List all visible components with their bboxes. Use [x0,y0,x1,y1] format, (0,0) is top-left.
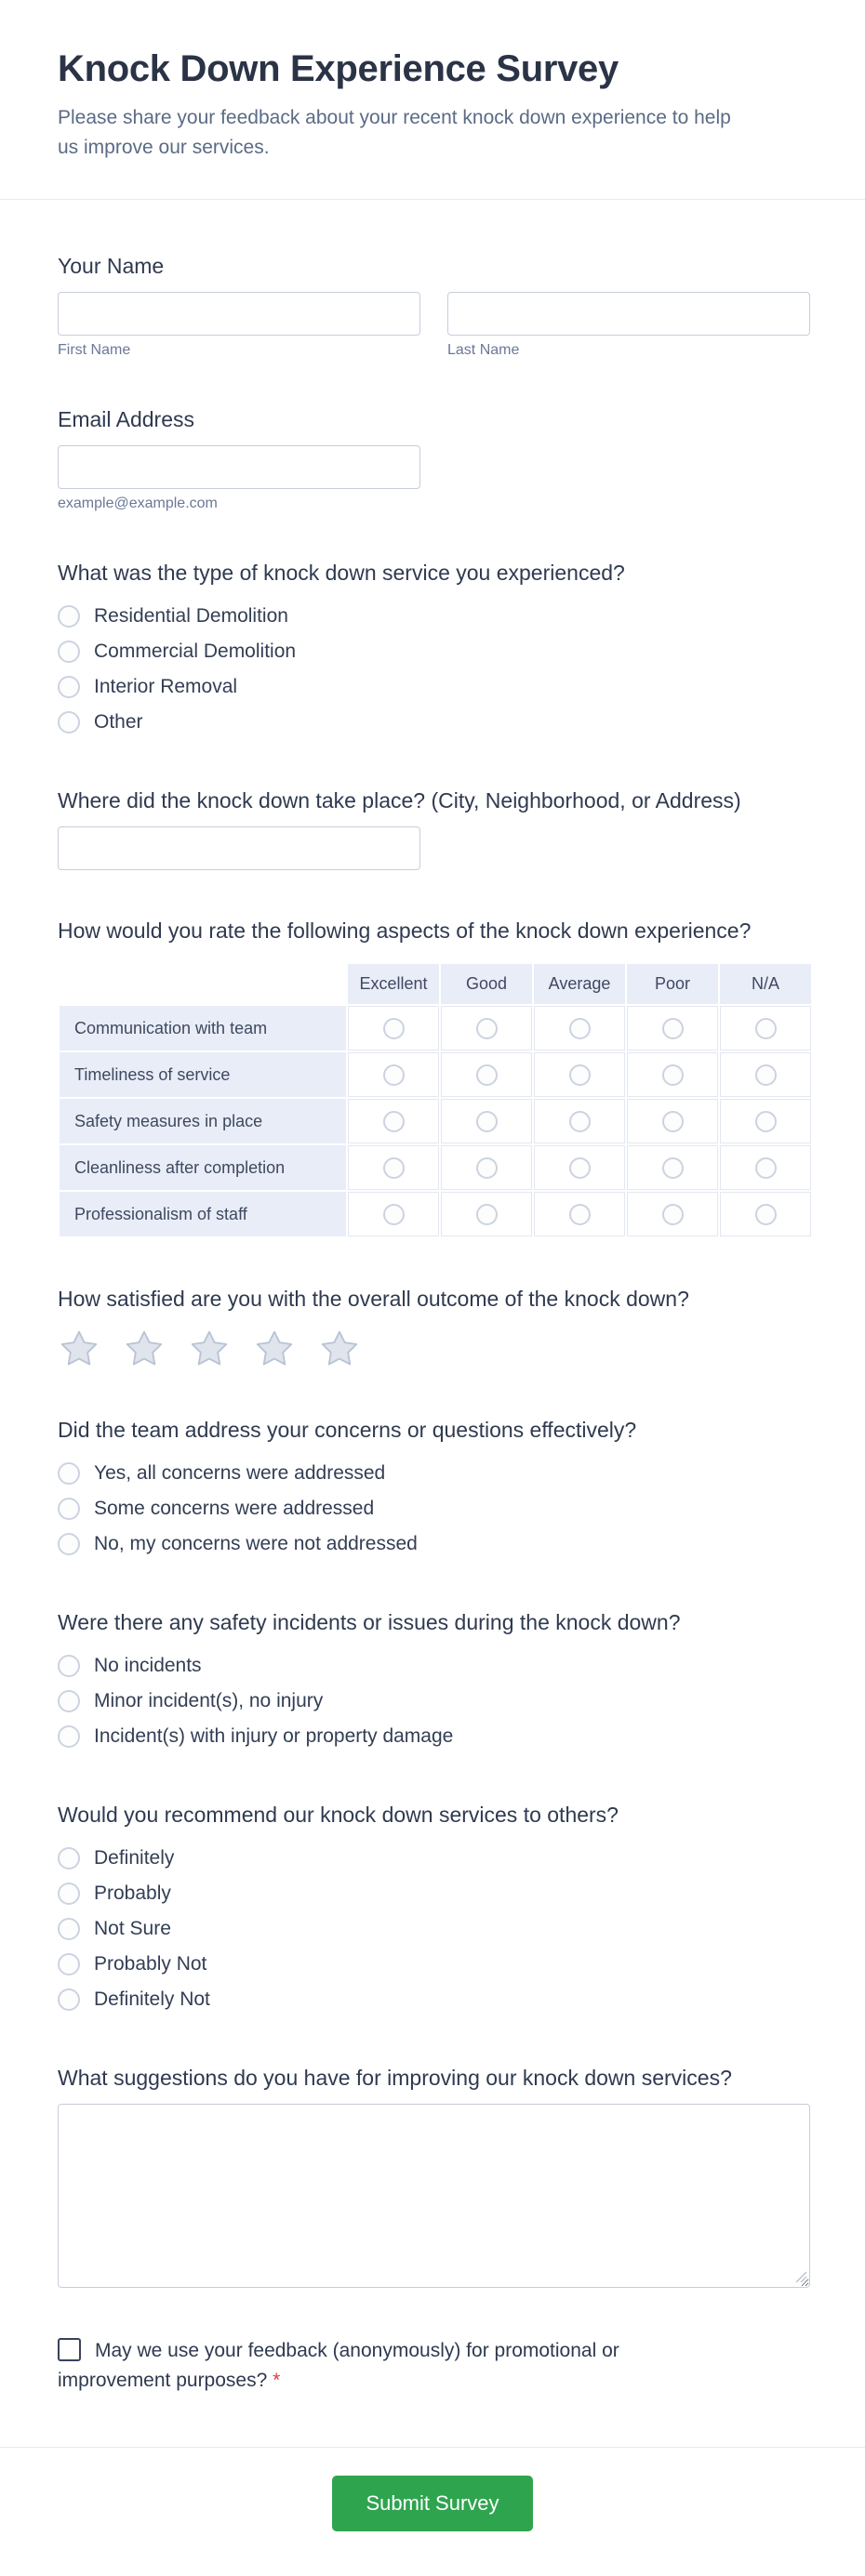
radio-icon[interactable] [755,1111,777,1132]
radio-icon[interactable] [755,1204,777,1225]
radio-icon[interactable] [755,1157,777,1179]
radio-icon[interactable] [58,1988,80,2011]
recommend-option-not-sure[interactable] [58,1911,810,1947]
option-label: Minor incident(s), no injury [94,1690,324,1711]
option-label: Definitely [94,1847,175,1869]
matrix-corner-cell [60,964,346,1004]
radio-icon[interactable] [662,1018,684,1039]
matrix-column-header: Average [534,964,625,1004]
radio-icon[interactable] [569,1018,591,1039]
radio-icon[interactable] [58,1655,80,1677]
radio-icon[interactable] [476,1111,498,1132]
option-label: No incidents [94,1655,202,1676]
matrix-radio-cell[interactable] [720,1006,811,1050]
last-name-input[interactable] [447,292,810,336]
matrix-radio-cell[interactable] [534,1192,625,1236]
recommend-label: Would you recommend our knock down services to others? [58,1803,619,1827]
option-label: Incident(s) with injury or property damage [94,1725,454,1747]
satisfaction-label: How satisfied are you with the overall outcome of the knock down? [58,1287,689,1311]
form-title: Knock Down Experience Survey [58,48,619,89]
name-inputs-row [58,292,810,359]
matrix-header-row [60,964,811,1004]
matrix-radio-cell[interactable] [720,1192,811,1236]
matrix-row-label: Safety measures in place [60,1099,346,1143]
form-subtitle: Please share your feedback about your recent knock down experience to help us improve our services. [58,107,731,158]
matrix-radio-cell[interactable] [720,1052,811,1097]
matrix-radio-cell[interactable] [348,1052,439,1097]
form-header [0,0,865,200]
suggestions-label: What suggestions do you have for improving our knock down services? [58,2066,732,2090]
email-input[interactable] [58,445,420,489]
radio-icon[interactable] [58,676,80,698]
matrix-row [60,1192,811,1236]
question-rating-matrix [58,918,810,1238]
option-label: Other [94,711,143,733]
radio-icon[interactable] [569,1157,591,1179]
radio-icon[interactable] [58,605,80,627]
service-type-option-interior[interactable] [58,669,810,705]
matrix-radio-cell[interactable] [534,1052,625,1097]
matrix-column-header: Good [441,964,532,1004]
incidents-label: Were there any safety incidents or issues during the knock down? [58,1610,681,1634]
question-concerns [58,1418,810,1562]
matrix-row [60,1099,811,1143]
matrix-column-header: N/A [720,964,811,1004]
matrix-radio-cell[interactable] [348,1192,439,1236]
matrix-radio-cell[interactable] [534,1145,625,1190]
question-location [58,788,810,870]
matrix-radio-cell[interactable] [348,1145,439,1190]
service-type-option-other[interactable] [58,705,810,740]
option-label: Probably [94,1882,171,1904]
radio-icon[interactable] [476,1157,498,1179]
matrix-row-label: Timeliness of service [60,1052,346,1097]
matrix-row-label: Cleanliness after completion [60,1145,346,1190]
required-asterisk: * [273,2369,281,2391]
radio-icon[interactable] [662,1157,684,1179]
form-body [0,200,865,2395]
matrix-row [60,1145,811,1190]
first-name-field [58,292,420,359]
matrix-radio-cell[interactable] [441,1099,532,1143]
last-name-field [447,292,810,359]
matrix-radio-cell[interactable] [627,1145,718,1190]
matrix-radio-cell[interactable] [441,1006,532,1050]
option-label: No, my concerns were not addressed [94,1533,418,1554]
consent-label: May we use your feedback (anonymously) for promotional or improvement purposes? [58,2340,619,2391]
matrix-radio-cell[interactable] [720,1099,811,1143]
radio-icon[interactable] [476,1064,498,1086]
option-label: Interior Removal [94,676,238,697]
radio-icon[interactable] [383,1064,405,1086]
service-type-option-residential[interactable] [58,599,810,634]
incidents-option-none[interactable] [58,1648,810,1684]
rating-matrix-table [58,962,813,1238]
first-name-input[interactable] [58,292,420,336]
radio-icon[interactable] [58,1725,80,1748]
radio-icon[interactable] [476,1018,498,1039]
location-label: Where did the knock down take place? (City, Neighborhood, or Address) [58,788,741,812]
radio-icon[interactable] [58,1690,80,1712]
consent-option[interactable] [58,2336,667,2395]
radio-icon[interactable] [383,1204,405,1225]
radio-icon[interactable] [58,1918,80,1940]
star-rating [58,1328,810,1369]
matrix-row [60,1006,811,1050]
your-name-label: Your Name [58,254,165,278]
radio-icon[interactable] [569,1111,591,1132]
question-your-name [58,254,810,359]
matrix-radio-cell[interactable] [720,1145,811,1190]
concerns-option-yes[interactable] [58,1456,810,1491]
question-suggestions [58,2066,810,2288]
option-label: Yes, all concerns were addressed [94,1462,386,1484]
matrix-radio-cell[interactable] [627,1192,718,1236]
incidents-option-injury[interactable] [58,1719,810,1754]
email-sublabel: example@example.com [58,495,218,511]
concerns-option-no[interactable] [58,1526,810,1562]
option-label: Not Sure [94,1918,171,1939]
radio-icon[interactable] [662,1204,684,1225]
matrix-row-label: Communication with team [60,1006,346,1050]
star-icon[interactable] [58,1328,100,1369]
recommend-option-probably-not[interactable] [58,1947,810,1982]
radio-icon[interactable] [569,1064,591,1086]
radio-icon[interactable] [58,1847,80,1869]
radio-icon[interactable] [58,1462,80,1485]
matrix-radio-cell[interactable] [348,1006,439,1050]
option-label: Some concerns were addressed [94,1498,375,1519]
question-service-type [58,561,810,740]
matrix-radio-cell[interactable] [441,1052,532,1097]
radio-icon[interactable] [755,1064,777,1086]
service-type-option-commercial[interactable] [58,634,810,669]
option-label: Commercial Demolition [94,641,297,662]
matrix-radio-cell[interactable] [534,1006,625,1050]
question-recommend [58,1803,810,2017]
matrix-radio-cell[interactable] [627,1052,718,1097]
matrix-radio-cell[interactable] [627,1006,718,1050]
matrix-row-label: Professionalism of staff [60,1192,346,1236]
concerns-option-some[interactable] [58,1491,810,1526]
question-incidents [58,1610,810,1754]
matrix-radio-cell[interactable] [348,1099,439,1143]
star-icon[interactable] [123,1328,166,1369]
recommend-option-definitely-not[interactable] [58,1982,810,2017]
radio-icon[interactable] [58,1533,80,1555]
rating-matrix-label: How would you rate the following aspects of the knock down experience? [58,918,752,943]
last-name-sublabel: Last Name [447,342,520,358]
radio-icon[interactable] [58,1953,80,1975]
radio-icon[interactable] [662,1111,684,1132]
radio-icon[interactable] [58,641,80,663]
submit-button[interactable]: Submit Survey [332,2476,532,2531]
service-type-label: What was the type of knock down service you experienced? [58,561,625,585]
radio-icon[interactable] [383,1157,405,1179]
suggestions-textarea[interactable] [58,2104,810,2288]
option-label: Residential Demolition [94,605,288,627]
matrix-radio-cell[interactable] [441,1192,532,1236]
radio-icon[interactable] [58,1882,80,1905]
radio-icon[interactable] [755,1018,777,1039]
option-label: Probably Not [94,1953,207,1975]
suggestions-field [58,2104,810,2288]
matrix-radio-cell[interactable] [534,1099,625,1143]
radio-icon[interactable] [383,1111,405,1132]
first-name-sublabel: First Name [58,342,131,358]
radio-icon[interactable] [58,711,80,733]
radio-icon[interactable] [569,1204,591,1225]
form-footer [0,2447,865,2576]
star-icon[interactable] [253,1328,296,1369]
location-input[interactable] [58,826,420,870]
email-label: Email Address [58,407,195,431]
option-label: Definitely Not [94,1988,210,2010]
radio-icon[interactable] [662,1064,684,1086]
star-icon[interactable] [188,1328,231,1369]
star-icon[interactable] [318,1328,361,1369]
matrix-radio-cell[interactable] [627,1099,718,1143]
radio-icon[interactable] [58,1498,80,1520]
checkbox-icon[interactable] [58,2338,81,2361]
radio-icon[interactable] [476,1204,498,1225]
matrix-radio-cell[interactable] [441,1145,532,1190]
question-satisfaction [58,1287,810,1369]
incidents-option-minor[interactable] [58,1684,810,1719]
matrix-column-header: Excellent [348,964,439,1004]
recommend-option-probably[interactable] [58,1876,810,1911]
concerns-label: Did the team address your concerns or questions effectively? [58,1418,637,1442]
radio-icon[interactable] [383,1018,405,1039]
matrix-column-header: Poor [627,964,718,1004]
matrix-row [60,1052,811,1097]
recommend-option-definitely[interactable] [58,1841,810,1876]
question-email [58,407,810,512]
